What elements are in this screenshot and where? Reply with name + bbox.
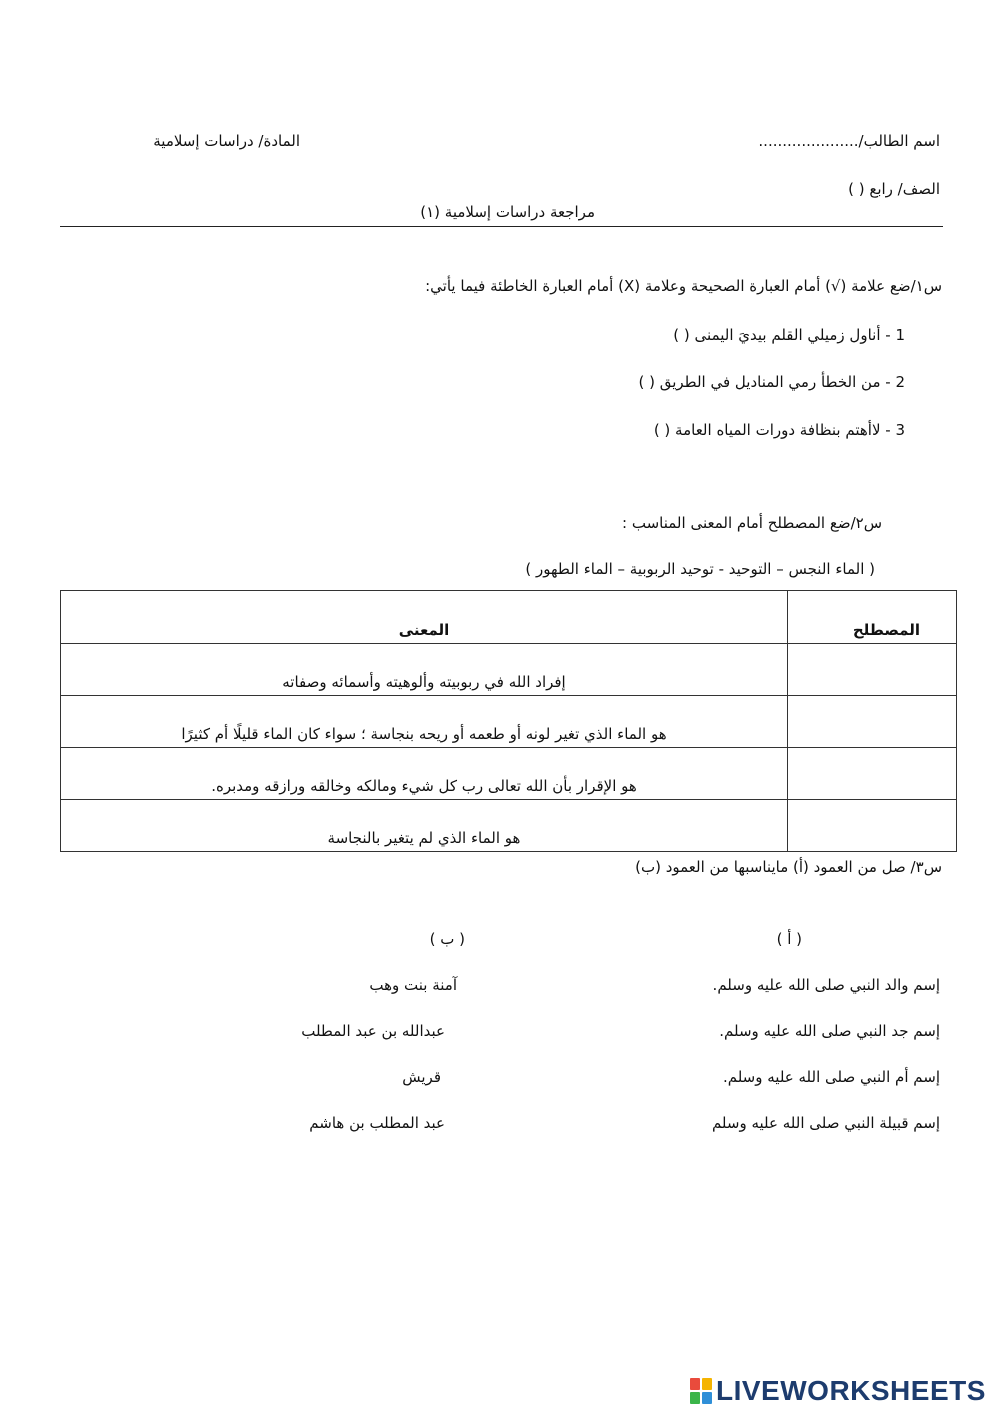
table-row [61, 800, 957, 852]
table-row [61, 748, 957, 800]
meaning-cell: هو الماء الذي تغير لونه أو طعمه أو ريحه بنجاسة ؛ سواء كان الماء قليلًا أم كثيرًا [61, 696, 788, 748]
column-a-label: ( أ ) [776, 930, 802, 948]
q3-prompt: س٣/ صل من العمود (أ) مايناسبها من العمود (ب) [635, 858, 942, 876]
term-answer-cell[interactable] [788, 696, 957, 748]
column-b-label: ( ب ) [429, 930, 465, 948]
q2-word-bank: ( الماء النجس – التوحيد - توحيد الربوبية – الماء الطهور ) [525, 560, 875, 578]
grade-field: الصف/ رابع ( ) [848, 180, 940, 198]
terms-table [60, 590, 957, 852]
term-answer-cell[interactable] [788, 800, 957, 852]
logo-block [702, 1392, 712, 1404]
header-divider [60, 226, 943, 227]
meaning-cell: إفراد الله في ربوبيته وألوهيته وأسمائه وصفاته [61, 644, 788, 696]
term-answer-cell[interactable] [788, 748, 957, 800]
q1-prompt: س١/ضع علامة (√) أمام العبارة الصحيحة وعلامة (X) أمام العبارة الخاطئة فيما يأتي: [425, 277, 942, 295]
logo-block [690, 1378, 700, 1390]
table-header-row [61, 591, 957, 644]
brand-name: LIVEWORKSHEETS [716, 1375, 986, 1406]
header-term: المصطلح [788, 591, 957, 644]
column-b-item[interactable]: قريش [402, 1068, 441, 1086]
liveworksheets-logo [690, 1374, 986, 1408]
term-answer-cell[interactable] [788, 644, 957, 696]
table-row [61, 696, 957, 748]
q2-prompt: س٢/ضع المصطلح أمام المعنى المناسب : [622, 514, 882, 532]
column-b-item[interactable]: عبد المطلب بن هاشم [309, 1114, 445, 1132]
table-row [61, 644, 957, 696]
logo-block [690, 1392, 700, 1404]
meaning-cell: هو الماء الذي لم يتغير بالنجاسة [61, 800, 788, 852]
column-b-item[interactable]: عبدالله بن عبد المطلب [301, 1022, 445, 1040]
column-a-item[interactable]: إسم قبيلة النبي صلى الله عليه وسلم [711, 1114, 940, 1132]
meaning-cell: هو الإقرار بأن الله تعالى رب كل شيء ومالكه وخالقه ورازقه ومدبره. [61, 748, 788, 800]
q1-item-1[interactable]: 1 - أناول زميلي القلم بيديَ اليمنى ( ) [673, 326, 905, 344]
column-b-item[interactable]: آمنة بنت وهب [369, 976, 457, 994]
column-a-item[interactable]: إسم جد النبي صلى الله عليه وسلم. [719, 1022, 940, 1040]
header-meaning: المعنى [61, 591, 788, 644]
logo-block [702, 1378, 712, 1390]
q1-item-3[interactable]: 3 - لاأهتم بنظافة دورات المياه العامة ( ) [653, 421, 905, 439]
page-title: مراجعة دراسات إسلامية (١) [420, 203, 595, 221]
q1-item-2[interactable]: 2 - من الخطأ رمي المناديل في الطريق ( ) [638, 373, 905, 391]
column-a-item[interactable]: إسم أم النبي صلى الله عليه وسلم. [722, 1068, 940, 1086]
column-a-item[interactable]: إسم والد النبي صلى الله عليه وسلم. [712, 976, 940, 994]
logo-blocks-icon [690, 1378, 712, 1404]
subject-label: المادة/ دراسات إسلامية [153, 132, 300, 150]
student-name-field: اسم الطالب/..................... [758, 132, 940, 150]
